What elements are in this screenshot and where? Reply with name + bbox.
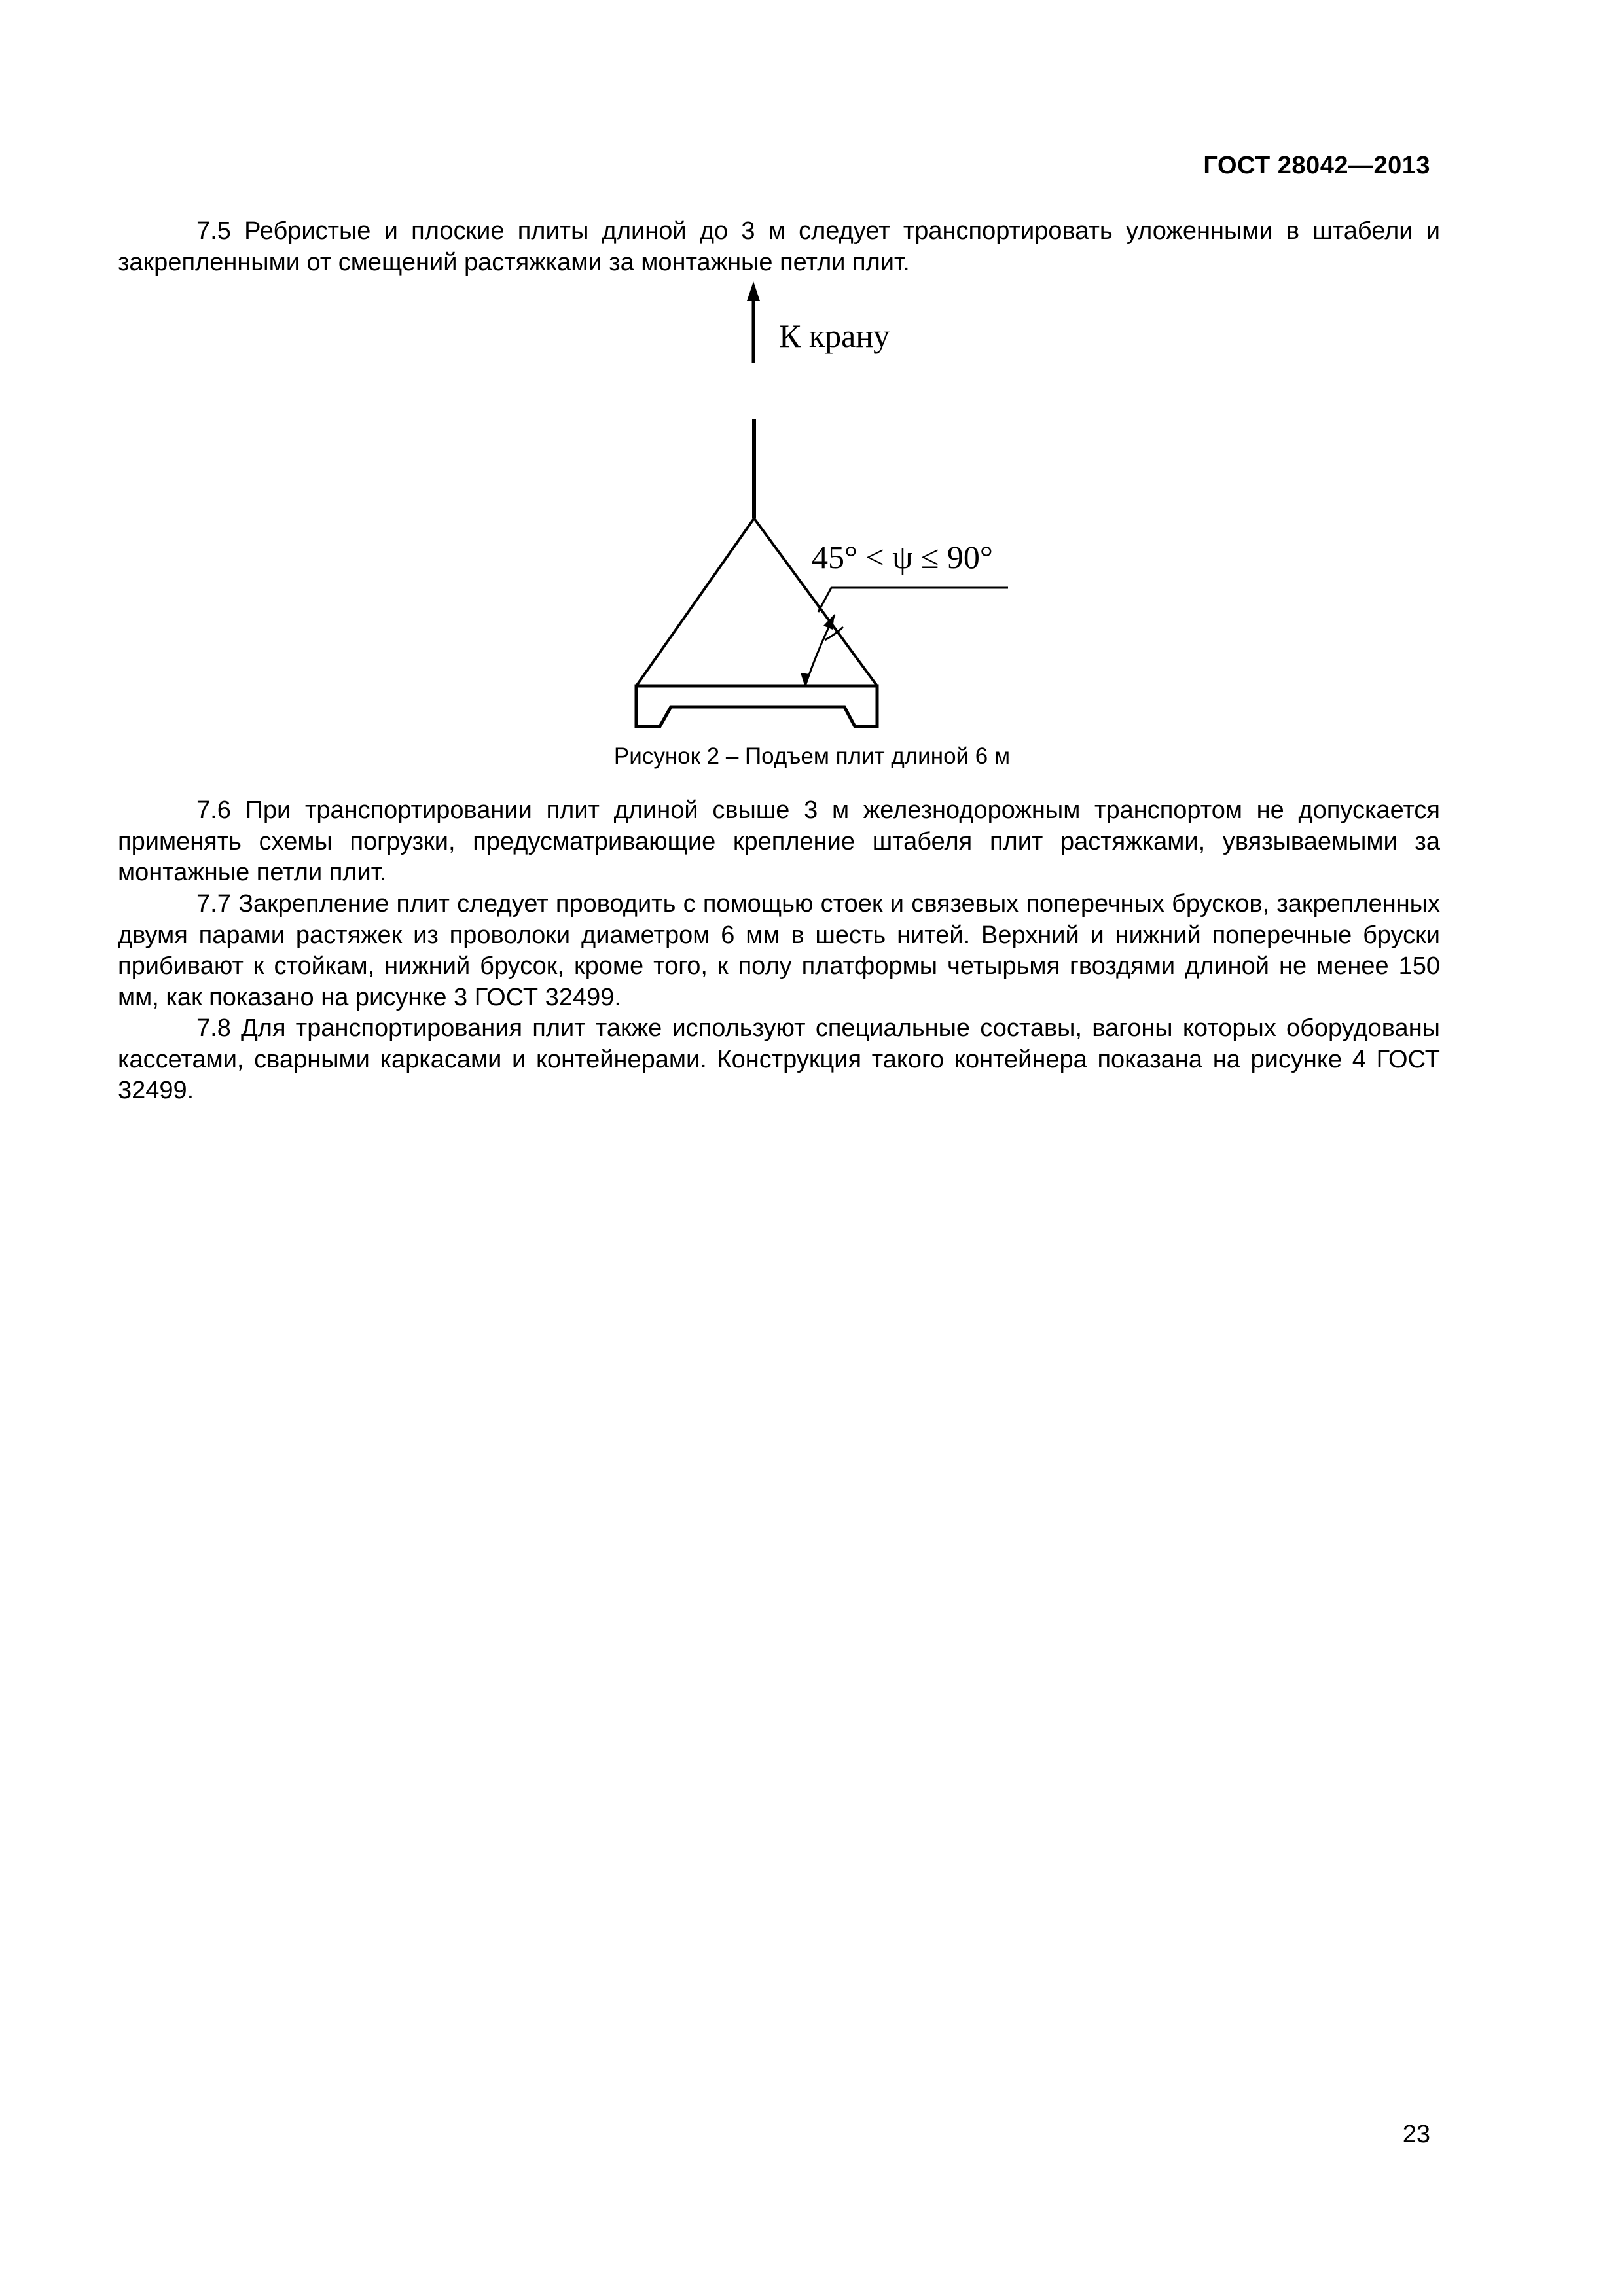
leader-line (818, 588, 1008, 612)
paragraph-7-6: 7.6 При транспортировании плит длиной свыше 3 м железнодорожным транспортом не допускается применять схемы погрузки, предусматривающие крепление штабеля плит растяжками, увязываемыми за монтажные петли плит. (118, 797, 1440, 886)
paragraph-7-7: 7.7 Закрепление плит следует проводить с помощью стоек и связевых поперечных брусков, закрепленных двумя парами растяжек из проволоки диаметром 6 мм в шесть нитей. Верхний и нижний поперечные бруски прибивают к стойкам, нижний брусок, кроме того, к полу платформы четырьмя гвоздями длиной не менее 150 мм, как показано на рисунке 3 ГОСТ 32499. (118, 890, 1440, 1011)
paragraph-7-5: 7.5 Ребристые и плоские плиты длиной до 3 м следует транспортировать уложенными в штабели и закрепленными от смещений растяжками за монтажные петли плит. (118, 217, 1440, 276)
document-code: ГОСТ 28042—2013 (1203, 152, 1430, 179)
angle-arc (801, 614, 843, 687)
crane-label: К крану (779, 317, 890, 354)
figure-lifting-diagram (615, 281, 1041, 779)
angle-label: 45° < ψ ≤ 90° (812, 539, 993, 575)
slab-cross-section (636, 686, 877, 726)
paragraph-7-8: 7.8 Для транспортирования плит также используют специальные составы, вагоны которых оборудованы кассетами, сварными каркасами и контейнерами. Конструкция такого контейнера показана на рисунке 4 ГОСТ 32499. (118, 1014, 1440, 1104)
page-number: 23 (1402, 2121, 1430, 2148)
figure-caption: Рисунок 2 – Подъем плит длиной 6 м (613, 744, 1011, 769)
up-arrow-icon (747, 281, 760, 363)
